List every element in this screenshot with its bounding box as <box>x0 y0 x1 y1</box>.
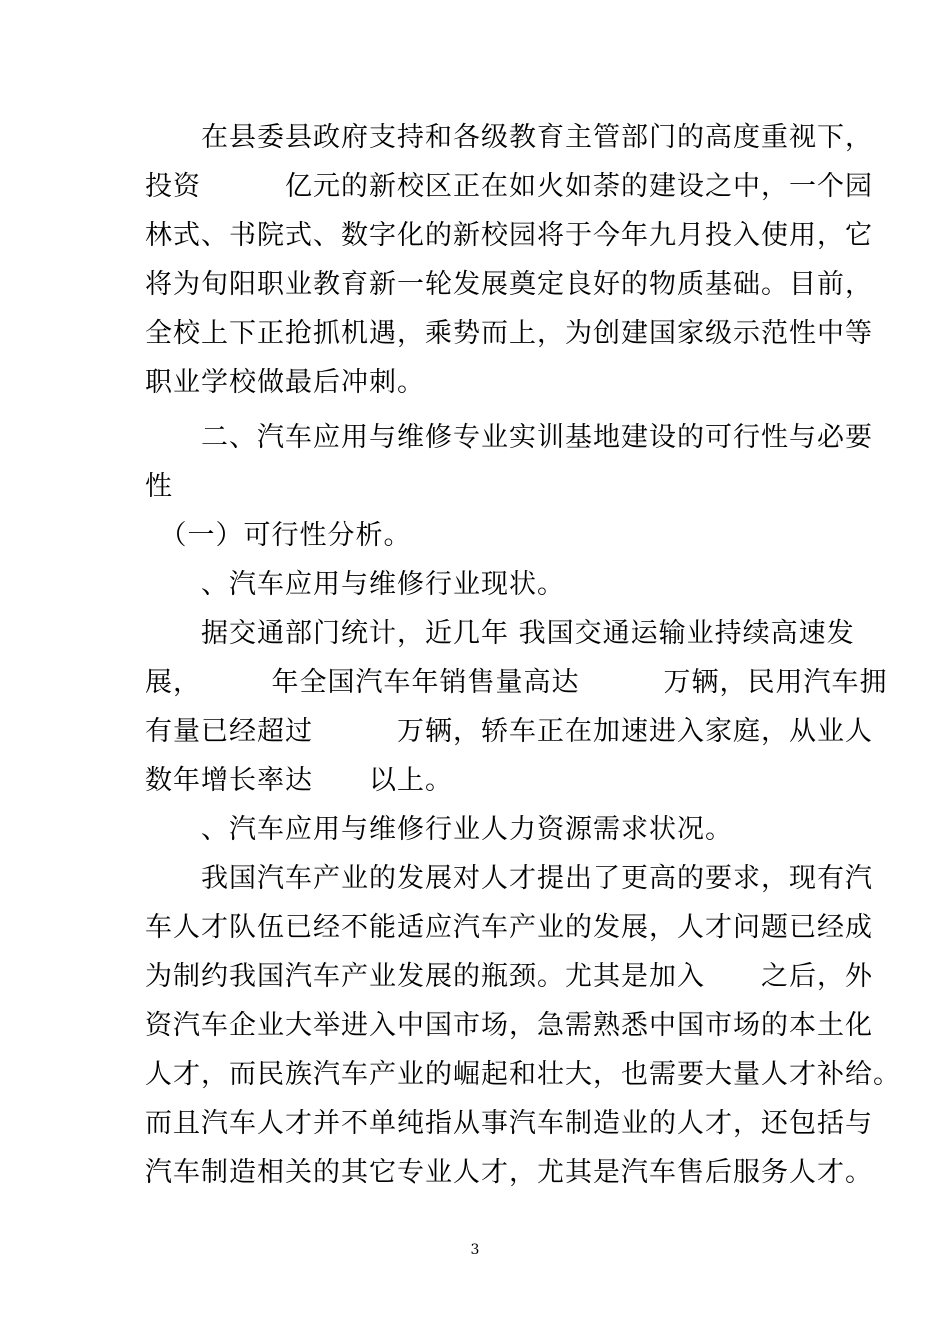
subsection-heading: （一）可行性分析。 <box>145 520 412 551</box>
text-line: 我国汽车产业的发展对人才提出了更高的要求，现有汽 <box>145 863 873 894</box>
text-line: 为制约我国汽车产业发展的瓶颈。尤其是加入 之后，外 <box>145 961 873 992</box>
text-line: 展， 年全国汽车年销售量高达 万辆，民用汽车拥 <box>145 667 888 698</box>
text-line: 林式、书院式、数字化的新校园将于今年九月投入使用，它 <box>145 220 873 251</box>
text-line: 有量已经超过 万辆，轿车正在加速进入家庭，从业人 <box>145 716 873 747</box>
text-line: 投资 亿元的新校区正在如火如荼的建设之中，一个园 <box>145 171 873 202</box>
section-heading: 二、汽车应用与维修专业实训基地建设的可行性与必要 <box>145 422 873 453</box>
text-line: 人才，而民族汽车产业的崛起和壮大，也需要大量人才补给。 <box>145 1059 901 1090</box>
text-line: 据交通部门统计，近几年 我国交通运输业持续高速发 <box>145 618 855 649</box>
text-line: 而且汽车人才并不单纯指从事汽车制造业的人才，还包括与 <box>145 1108 873 1139</box>
text-line: 在县委县政府支持和各级教育主管部门的高度重视下， <box>145 122 873 153</box>
text-line: 车人才队伍已经不能适应汽车产业的发展，人才问题已经成 <box>145 912 873 943</box>
text-line: 全校上下正抢抓机遇，乘势而上，为创建国家级示范性中等 <box>145 318 873 349</box>
text-line: 职业学校做最后冲刺。 <box>145 367 425 398</box>
text-line: 汽车制造相关的其它专业人才，尤其是汽车售后服务人才。 <box>145 1157 873 1188</box>
text-line: 资汽车企业大举进入中国市场，急需熟悉中国市场的本土化 <box>145 1010 873 1041</box>
text-line: 将为旬阳职业教育新一轮发展奠定良好的物质基础。目前， <box>145 269 873 300</box>
section-heading-continued: 性 <box>145 471 173 502</box>
item-heading: 、汽车应用与维修行业人力资源需求状况。 <box>145 814 733 845</box>
text-line: 数年增长率达 以上。 <box>145 765 453 796</box>
item-heading: 、汽车应用与维修行业现状。 <box>145 569 565 600</box>
page-number: 3 <box>470 1242 480 1258</box>
